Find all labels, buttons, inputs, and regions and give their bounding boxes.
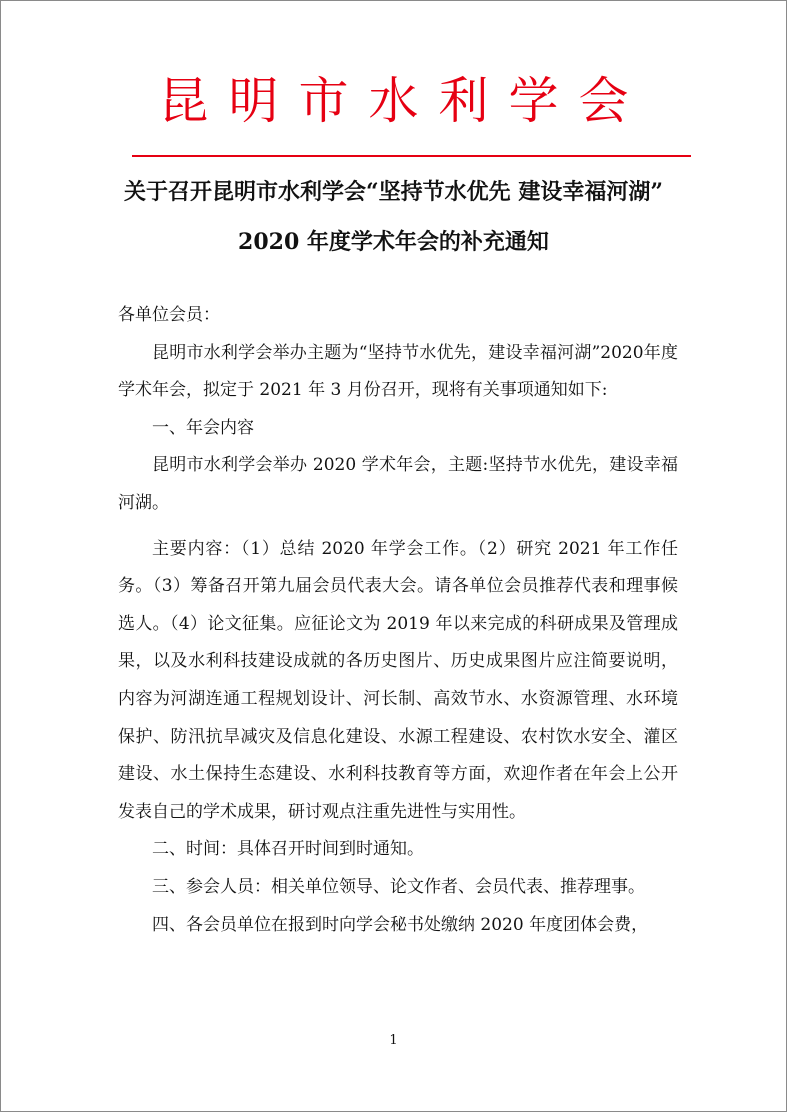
letterhead-red-rule (132, 155, 691, 157)
notice-title-line-1: 关于召开昆明市水利学会“坚持节水优先 建设幸福河湖” (124, 179, 663, 205)
notice-body (118, 297, 678, 944)
intro-paragraph: 昆明市水利学会举办主题为“坚持节水优先，建设幸福河湖”2020年度学术年会，拟定于 2021 年 3 月份召开，现将有关事项通知如下: (118, 342, 678, 401)
notice-title-line-2: 2020 年度学术年会的补充通知 (238, 229, 549, 255)
section-1-heading: 一、年会内容 (152, 417, 254, 438)
section-1-theme-paragraph: 昆明市水利学会举办 2020 学术年会，主题:坚持节水优先，建设幸福河湖。 (118, 455, 678, 513)
section-3-paragraph: 三、参会人员：相关单位领导、论文作者、会员代表、推荐理事。 (152, 876, 645, 897)
salutation: 各单位会员： (118, 305, 220, 325)
section-4-paragraph: 四、各会员单位在报到时向学会秘书处缴纳 2020 年度团体会费， (152, 914, 649, 935)
letterhead-org-name: 昆明市水利学会 (158, 72, 649, 130)
section-2-paragraph: 二、时间：具体召开时间到时通知。 (152, 839, 424, 860)
section-1-content-paragraph: 主要内容：（1）总结 2020 年学会工作。（2）研究 2021 年工作任务。（3）筹备召开第九届会员代表大会。请各单位会员推荐代表和理事候选人。（4）论文征集。应征论文为 2019 年以来完成的科研成果及管理成果，以及水利科技建设成就的各历史图片、历史成果图片应注简要说明，内容为河湖连通工程规划设计、河长制、高效节水、水资源管理、水环境保护、防汛抗旱减灾及信息化建设、水源工程建设、农村饮水安全、灌区建设、水土保持生态建设、水利科技教育等方面，欢迎作者在年会上公开发表自己的学术成果，研讨观点注重先进性与实用性。 (118, 538, 678, 822)
page-number: 1 (389, 1033, 398, 1048)
